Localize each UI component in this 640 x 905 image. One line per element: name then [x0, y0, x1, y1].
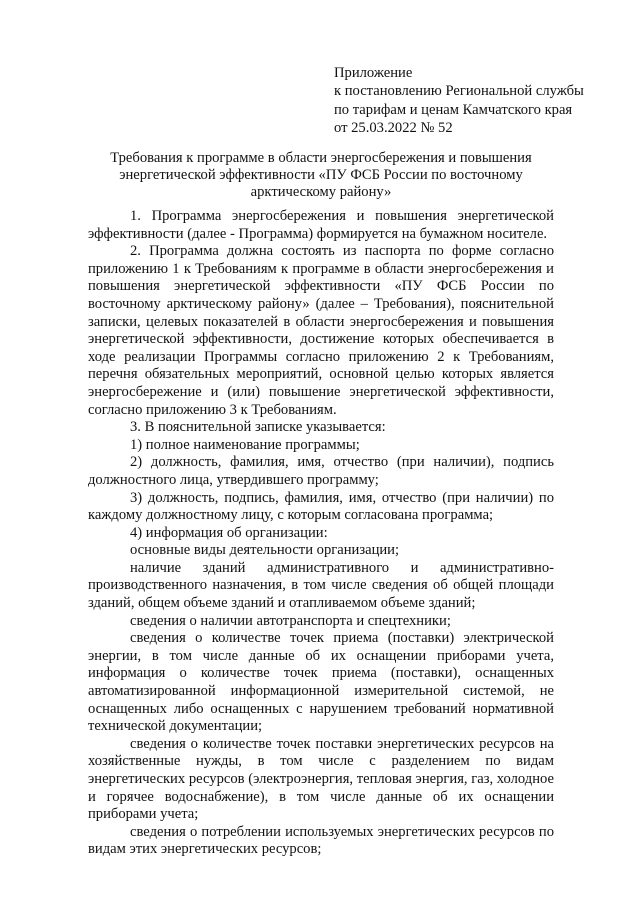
appendix-line-2: к постановлению Региональной службы	[334, 83, 584, 100]
document-title: Требования к программе в области энергосбережения и повышения энергетической эффективности «ПУ ФСБ России по восточному арктическому району»	[110, 150, 532, 200]
appendix-line-1: Приложение	[334, 65, 413, 81]
appendix-line-4: от 25.03.2022 № 52	[334, 120, 453, 137]
paragraph: 3. В пояснительной записке указывается:	[130, 419, 386, 436]
appendix-line-3: по тарифам и ценам Камчатского края	[334, 101, 573, 118]
paragraph: 4) информация об организации:	[130, 524, 328, 541]
paragraph: сведения о потреблении используемых энергетических ресурсов по видам этих энергетических ресурсов;	[88, 823, 554, 858]
paragraph: сведения о количестве точек приема (поставки) электрической энергии, в том числе данные об их оснащении приборами учета, информация о количестве точек приема (поставки), оснащенных автоматизированной информационной измерительной системой, не оснащенных либо оснащенных с нарушением требований нормативной технической документации;	[88, 630, 554, 735]
paragraph: наличие зданий административного и административно-производственного назначения, в том числе сведения об общей площади зданий, общем объеме зданий и отапливаемом объеме зданий;	[88, 559, 554, 612]
paragraph: 1) полное наименование программы;	[130, 436, 360, 453]
paragraph: 1. Программа энергосбережения и повышения энергетической эффективности (далее - Программа) формируется на бумажном носителе.	[88, 208, 554, 242]
paragraph: 3) должность, подпись, фамилия, имя, отчество (при наличии) по каждому должностному лицу, с которым согласована программа;	[88, 489, 554, 524]
appendix-header	[334, 64, 584, 138]
paragraph: сведения о наличии автотранспорта и спецтехники;	[130, 612, 451, 629]
paragraph: 2) должность, фамилия, имя, отчество (при наличии), подпись должностного лица, утвердившего программу;	[88, 454, 554, 488]
paragraph: сведения о количестве точек поставки энергетических ресурсов на хозяйственные нужды, в том числе с разделением по видам энергетических ресурсов (электроэнергия, тепловая энергия, газ, холодное и горячее водоснабжение), в том числе данные об их оснащении приборами учета;	[88, 735, 554, 823]
paragraph: основные виды деятельности организации;	[130, 542, 400, 559]
paragraph: 2. Программа должна состоять из паспорта по форме согласно приложению 1 к Требованиям к программе в области энергосбережения и повышения энергетической эффективности «ПУ ФСБ России по восточному арктическому району» (далее – Требования), пояснительной записки, целевых показателей в области энергосбережения и повышения энергетической эффективности, достижение которых обеспечивается в ходе реализации Программы согласно приложению 2 к Требованиям, перечня обязательных мероприятий, основной целью которых является энергосбережение и (или) повышение энергетической эффективности, согласно приложению 3 к Требованиям.	[88, 243, 554, 418]
document-body	[88, 208, 554, 859]
